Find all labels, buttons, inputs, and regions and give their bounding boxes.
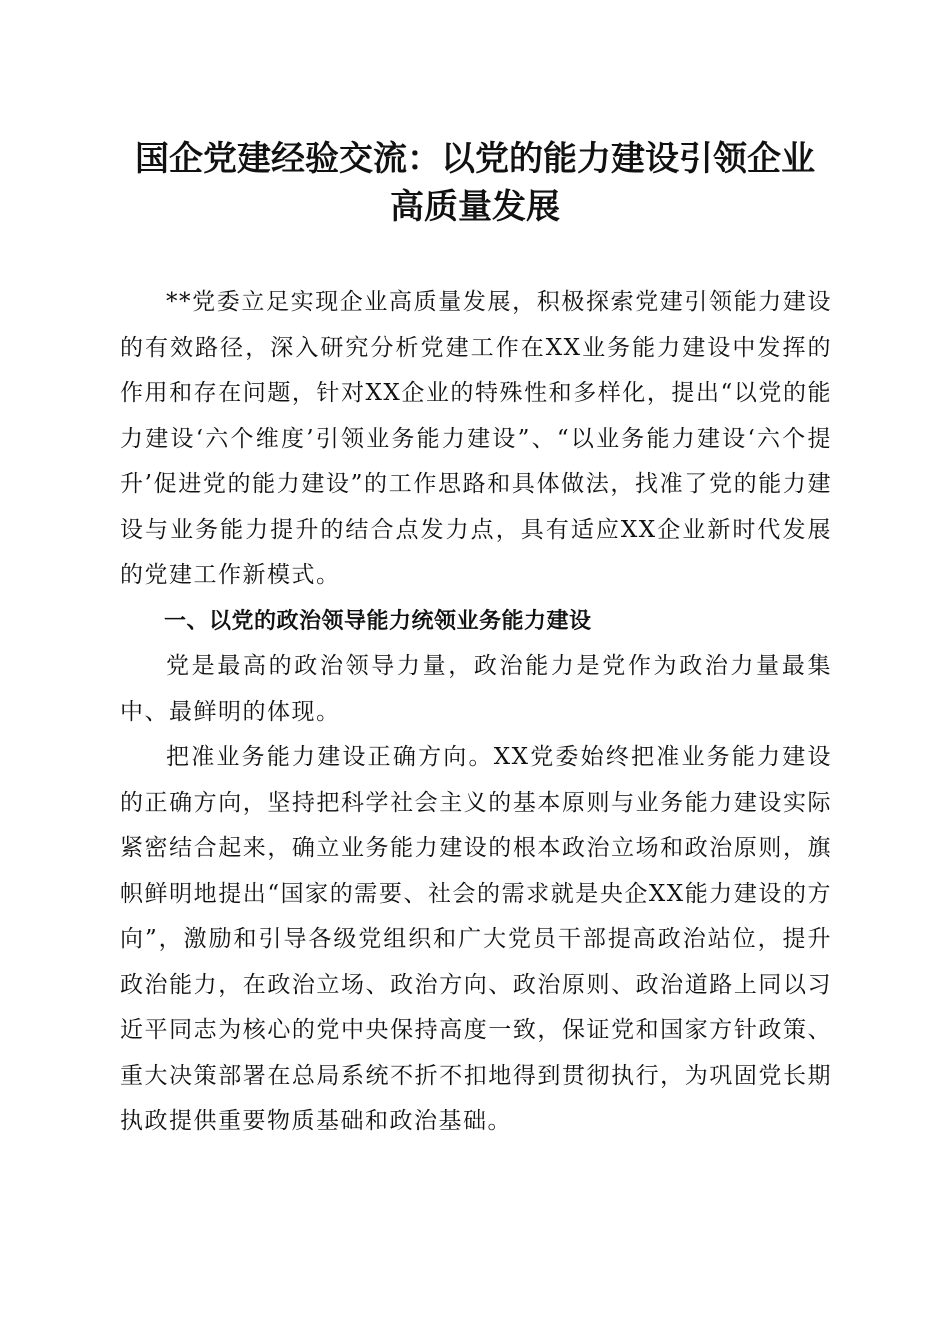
title-line-2: 高质量发展 (390, 187, 560, 227)
document-title (100, 135, 850, 231)
section-paragraph: 党是最高的政治领导力量，政治能力是党作为政治力量最集中、最鲜明的体现。 (120, 653, 832, 725)
intro-paragraph: **党委立足实现企业高质量发展，积极探索党建引领能力建设的有效路径，深入研究分析党建工作在XX业务能力建设中发挥的作用和存在问题，针对XX企业的特殊性和多样化，提出“以党的能力建设‘六个维度’引领业务能力建设”、“以业务能力建设‘六个提升’促进党的能力建设”的工作思路和具体做法，找准了党的能力建设与业务能力提升的结合点发力点，具有适应XX企业新时代发展的党建工作新模式。 (120, 289, 832, 588)
title-line-1: 国企党建经验交流：以党的能力建设引领企业 (135, 139, 815, 179)
section-paragraph: 把准业务能力建设正确方向。XX党委始终把准业务能力建设的正确方向，坚持把科学社会主义的基本原则与业务能力建设实际紧密结合起来，确立业务能力建设的根本政治立场和政治原则，旗帜鲜明地提出“国家的需要、社会的需求就是央企XX能力建设的方向”，激励和引导各级党组织和广大党员干部提高政治站位，提升政治能力，在政治立场、政治方向、政治原则、政治道路上同以习近平同志为核心的党中央保持高度一致，保证党和国家方针政策、重大决策部署在总局系统不折不扣地得到贯彻执行，为巩固党长期执政提供重要物质基础和政治基础。 (120, 744, 832, 1134)
section-heading: 一、以党的政治领导能力统领业务能力建设 (164, 608, 592, 634)
document-body (120, 280, 832, 1145)
